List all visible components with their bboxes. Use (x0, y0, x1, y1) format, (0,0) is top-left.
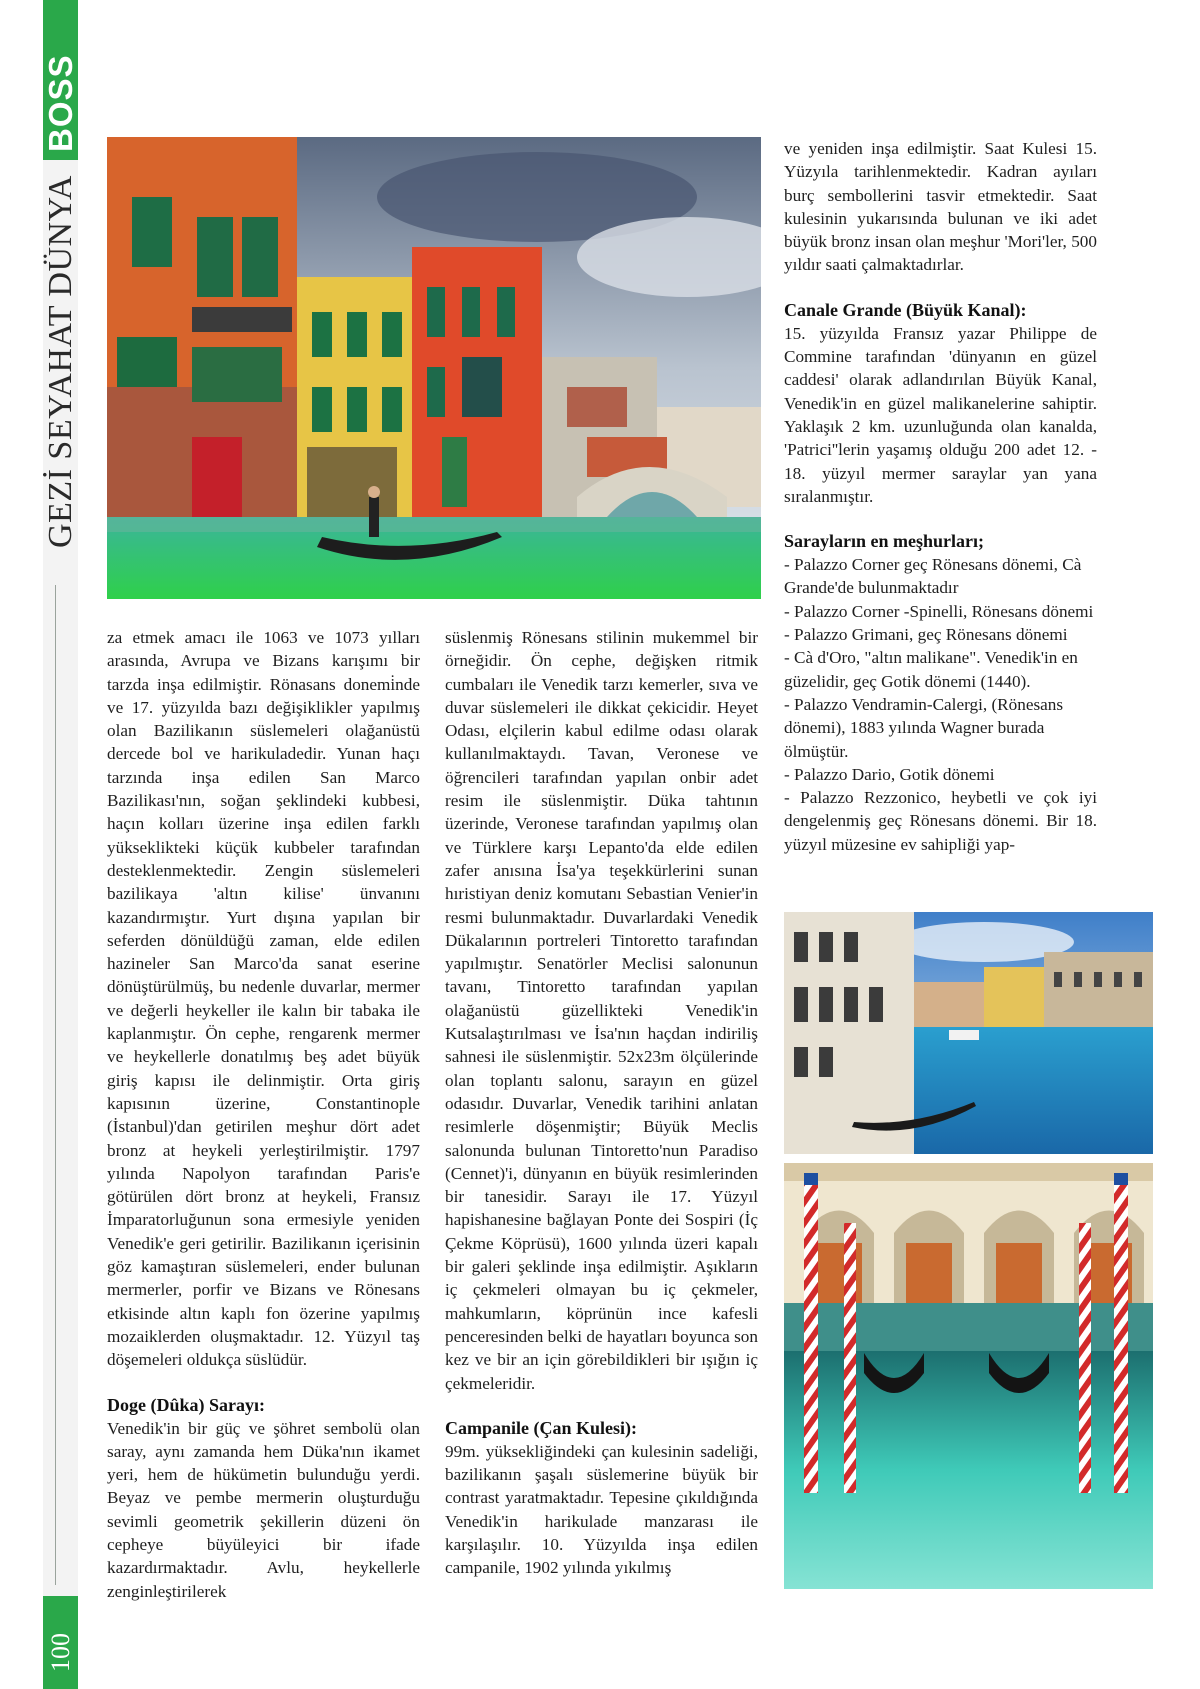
doge-palace-heading: Doge (Dûka) Sarayı: (107, 1394, 265, 1415)
clock-tower-paragraph: ve yeniden inşa edilmiştir. Saat Kulesi 15. Yüzyıla tarihlenmektedir. Kadran ayıları burç sembollerini tasvir etmektedir. Saat kulesinin yukarısında bulunan ve iki adet büyük bronz insan olan meşhur 'Mori'ler, 500 yıldır saati çalmaktadırlar. (784, 139, 1097, 275)
palace-item: - Palazzo Corner -Spinelli, Rönesans dönemi (784, 601, 1094, 621)
text-column-1 (107, 626, 420, 1603)
palace-item: - Palazzo Vendramin-Calergi, (Rönesans dönemi), 1883 yılında Wagner burada ölmüştür. (784, 694, 1064, 761)
venice-canal-photo (107, 137, 761, 599)
palace-item: - Palazzo Rezzonico, heybetli ve çok iyi dengelenmiş geç Rönesans dönemi. Bir 18. yüzyıl müzesine ev sahipliği yap- (784, 788, 1097, 854)
page-number: 100 (46, 1633, 75, 1672)
doge-palace-paragraph: Venedik'in bir güç ve şöhret sembolü olan saray, aynı zamanda hem Düka'nın ikamet yeri, hem de hükümetin bulunduğu yerdi. Beyaz ve pembe mermerin oluşturduğu sevimli geometrik şekillerin düzeni ön cepheye büyüleyici bir ifade kazardırmaktadır. Avlu, heykellerle zenginleştirilerek (107, 1418, 420, 1601)
palace-item: - Palazzo Dario, Gotik dönemi (784, 764, 995, 784)
palace-item: - Palazzo Corner geç Rönesans dönemi, Cà Grande'de bulunmaktadır (784, 555, 1082, 598)
section-title: GEZİ SEYAHAT DÜNYA (42, 175, 79, 548)
canale-grande-heading: Canale Grande (Büyük Kanal): (784, 299, 1027, 320)
palaces-heading: Sarayların en meşhurları; (784, 531, 984, 552)
text-column-2 (445, 626, 758, 1580)
canale-grande-paragraph: 15. yüzyılda Fransız yazar Philippe de Commine tarafından 'dünyanın en güzel caddesi' olarak adlandırılan Büyük Kanal, Venedik'in en güzel malikanelerine sahiptir. Yaklaşık 2 km. uzunluğunda olan kanalda, 'Patrici''lerin yaşamış olduğu 200 adet 12. - 18. yüzyıl mermer saraylar yan yana sıralanmıştır. (784, 323, 1097, 506)
grand-canal-photo (784, 912, 1153, 1154)
basilica-paragraph: za etmek amacı ile 1063 ve 1073 yılları arasında, Avrupa ve Bizans karışımı bir tarzda inşa edilmiştir. Rönasans donemi̇nde ve 17. yüzyılda bazı değişiklikler yapılmış olan Bazilikanın süslemeleri olağanüstü dercede bol ve harikuladedir. Yunan haçı tarzında inşa edilen San Marco Bazilikası'nın, soğan şeklindeki kubbesi, haçın kolları üzerine inşa edilen farklı yükseklikteki küçük kubbeler tarafından desteklenmektedir. Zengin süslemeleri bazilikaya 'altın kilise' ünvanını kazandırmıştır. Yurt dışına yapılan bir seferden dönüldüğü zaman, elde edilen hazineler San Marco'da sanat eserine dönüştürülmüş, bu nedenle duvarlar, mermer ve değerli heykeller ile kalın bir tabaka ile kaplanmıştır. Ön cephe, rengarenk mermer ve heykellerle donatılmış beş adet büyük giriş kapısı ile delinmiştir. Orta giriş kapısının üzerine, Constantinople (İstanbul)'dan getirilen meşhur dört adet bronz at heykeli yerleştirilmiştir. 1797 yılında Napolyon tarafından Paris'e götürülen dört bronz at heykeli, Fransız İmparatorluğunun sona ermesiyle yeniden Venedik'e geri getirilir. Bazilikanın içerisinin göz kamaştıran süslemeleri, ender bulunan mermerler, porfir ve Bizans ve Rönesans etkisinde altın kaplı fon özerine yapılmış mozaiklerden oluşmaktadır. 12. Yüzyıl taş döşemeleri oldukça süslüdür. (107, 628, 420, 1370)
campanile-paragraph: 99m. yüksekliğindeki çan kulesinin sadeliği, bazilikanın şaşalı süslemerine büyük bir contrast yaratmaktadır. Tepesine çıkıldığında Venedik'in harikulade manzarası ile karşılaşılır. 10. Yüzyılda inşa edilen campanile, 1902 yılında yıkılmış (445, 1441, 758, 1578)
text-column-3 (784, 137, 1097, 856)
side-divider (55, 585, 56, 1585)
gondolas-palace-photo (784, 1163, 1153, 1589)
doge-palace-continued-paragraph: süslenmiş Rönesans stilinin mukemmel bir örneğidir. Ön cephe, değişken ritmik cumbaları ile Venedik tarzı kemerler, sıva ve duvar süslemeleri ile dikkat çekicidir. Heyet Odası, elçilerin kabul edilme odası olarak kullanılmaktaydı. Tavan, Veronese ve öğrencileri tarafından yapılan onbir adet resim ile süslenmiştir. Düka tahtının üzerinde, Veronese tarafından yapılmış olan ve Türklere karşı Lepanto'da elde edilen zafer anısına İsa'ya teşekkürlerini sunan hıristiyan deniz komutanı Sebastian Venier'in resmi bulunmaktadır. Duvarlardaki Venedik Dükalarının portreleri Tintoretto tarafından yapılmıştır. Senatörler Meclisi salonunun tavanı, Tintoretto tarafından yapılan olağanüstü güzellikteki Venedik'in Kutsalaştırılması ve İsa'nın haçdan indiriliş sahnesi ile süslenmiştir. 52x23m ölçülerinde olan toplantı salonu, sarayın en güzel odasıdır. Duvarlar, Venedik tarihini anlatan resimlerle döşenmiştir; Büyük Meclis salonunda bulunan Tintoretto'nun Paradiso (Cennet)'i, dünyanın en büyük resimlerinden bir tanesidir. Sarayı ile 17. Yüzyıl hapishanesine bağlayan Ponte dei Sospiri (İç Çekme Köprüsü), 1600 yılında üzeri kapalı bir galeri şeklinde inşa edilmiştir. Aşıkların iç çekmeleri olmayan bu iç çekmeler, mahkumların, köprünün ince kafesli penceresinden belki de hayatları boyunca son kez ve bir an için görebildikleri bir ışığın iç çekmeleridir. (445, 628, 758, 1393)
campanile-heading: Campanile (Çan Kulesi): (445, 1417, 638, 1438)
palace-item: - Cà d'Oro, "altın malikane". Venedik'in en güzelidir, geç Gotik dönemi (1440). (784, 648, 1078, 691)
brand-logo: BOSS (42, 54, 79, 152)
palaces-list (784, 553, 1097, 856)
palace-item: - Palazzo Grimani, geç Rönesans dönemi (784, 625, 1068, 645)
